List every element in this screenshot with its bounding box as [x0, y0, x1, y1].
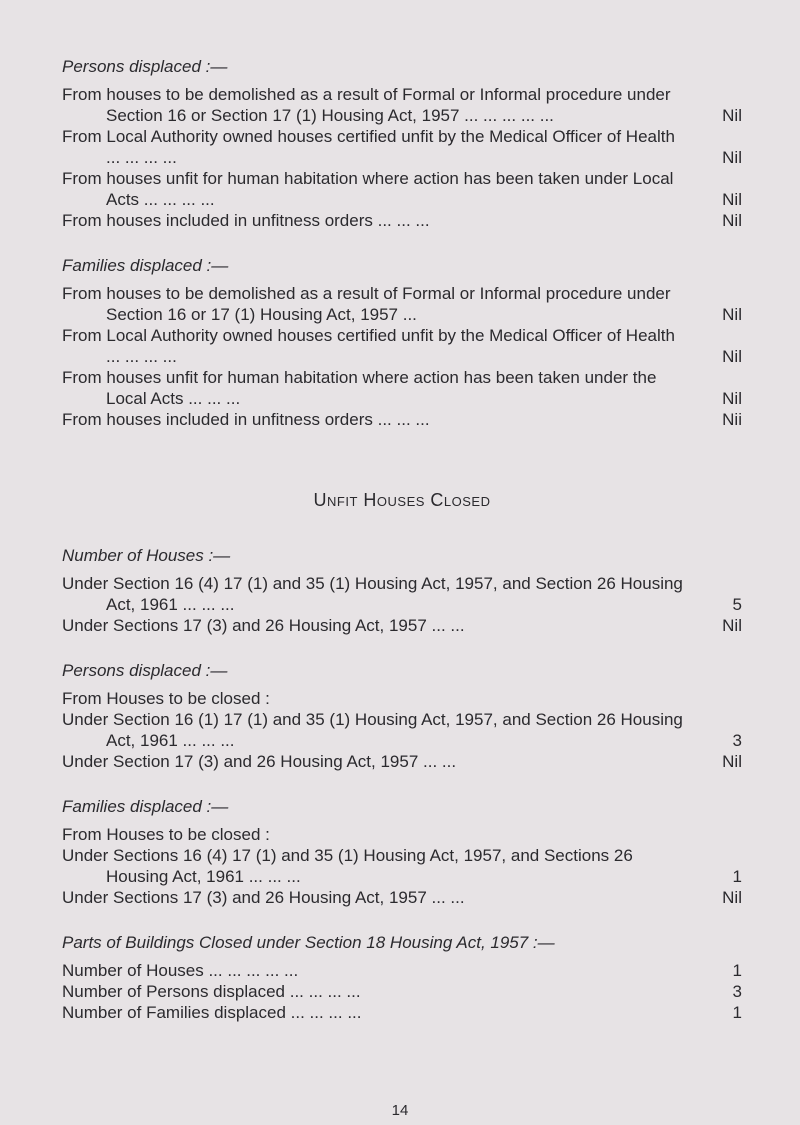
- persons-displaced-section: [62, 56, 742, 231]
- row-value: Nil: [722, 190, 742, 209]
- closed-persons-displaced-section: [62, 660, 742, 772]
- row-text: From Local Authority owned houses certified unfit by the Medical Officer of Health ... ... ... ...: [62, 326, 675, 366]
- table-row: [62, 367, 742, 409]
- row-value: 1: [732, 1003, 742, 1022]
- page-title: Unfit Houses Closed: [313, 490, 491, 510]
- section-heading: Persons displaced :—: [62, 661, 228, 680]
- table-row: [62, 709, 742, 751]
- row-value: Nil: [722, 752, 742, 771]
- table-row: [62, 1002, 742, 1023]
- row-text: Number of Persons displaced ... ... ... ...: [62, 982, 361, 1001]
- number-of-houses-section: [62, 545, 742, 636]
- table-row: [62, 210, 742, 231]
- row-value: Nil: [722, 305, 742, 324]
- table-row: [62, 615, 742, 636]
- row-text: Number of Houses ... ... ... ... ...: [62, 961, 299, 980]
- table-row: [62, 168, 742, 210]
- row-value: Nil: [722, 347, 742, 366]
- row-text: Under Section 16 (4) 17 (1) and 35 (1) Housing Act, 1957, and Section 26 Housing Act, 1961 ... ... ...: [62, 574, 683, 614]
- intro-line: From Houses to be closed :: [62, 825, 270, 844]
- parts-of-buildings-section: [62, 932, 742, 1023]
- section-heading: Families displaced :—: [62, 256, 229, 275]
- table-row: [62, 84, 742, 126]
- row-value: 1: [732, 867, 742, 886]
- section-heading: Number of Houses :—: [62, 546, 231, 565]
- row-value: Nil: [722, 888, 742, 907]
- row-text: Under Sections 17 (3) and 26 Housing Act, 1957 ... ...: [62, 616, 465, 635]
- section-heading: Families displaced :—: [62, 797, 229, 816]
- row-text: From houses included in unfitness orders ... ... ...: [62, 410, 430, 429]
- section-heading: Parts of Buildings Closed under Section 18 Housing Act, 1957 :—: [62, 933, 555, 952]
- section-heading: Persons displaced :—: [62, 57, 228, 76]
- table-row: [62, 960, 742, 981]
- row-value: 3: [732, 731, 742, 750]
- table-row: [62, 573, 742, 615]
- closed-families-displaced-section: [62, 796, 742, 908]
- families-displaced-section: [62, 255, 742, 430]
- row-text: From houses to be demolished as a result of Formal or Informal procedure under Section 16 or Section 17 (1) Housing Act, 1957 ... ... ... ... ...: [62, 85, 671, 125]
- table-row: [62, 283, 742, 325]
- table-row: [62, 325, 742, 367]
- row-value: 1: [732, 961, 742, 980]
- row-value: Nil: [722, 106, 742, 125]
- row-value: Nii: [722, 410, 742, 429]
- table-row: [62, 887, 742, 908]
- row-value: Nil: [722, 211, 742, 230]
- page-number: 14: [391, 1102, 409, 1119]
- row-text: From houses unfit for human habitation where action has been taken under the Local Acts ... ... ...: [62, 368, 657, 408]
- table-row: [62, 751, 742, 772]
- row-value: Nil: [722, 616, 742, 635]
- table-row: [62, 409, 742, 430]
- row-value: Nil: [722, 389, 742, 408]
- intro-line: From Houses to be closed :: [62, 689, 270, 708]
- row-value: 3: [732, 982, 742, 1001]
- row-text: From Local Authority owned houses certified unfit by the Medical Officer of Health ... ... ... ...: [62, 127, 675, 167]
- table-row: [62, 981, 742, 1002]
- row-text: Under Section 17 (3) and 26 Housing Act, 1957 ... ...: [62, 752, 457, 771]
- row-text: Number of Families displaced ... ... ... ...: [62, 1003, 362, 1022]
- row-text: Under Sections 16 (4) 17 (1) and 35 (1) Housing Act, 1957, and Sections 26 Housing Act, 1961 ... ... ...: [62, 846, 633, 886]
- row-text: From houses included in unfitness orders ... ... ...: [62, 211, 430, 230]
- row-text: Under Sections 17 (3) and 26 Housing Act, 1957 ... ...: [62, 888, 465, 907]
- row-text: From houses to be demolished as a result of Formal or Informal procedure under Section 16 or 17 (1) Housing Act, 1957 ...: [62, 284, 671, 324]
- table-row: [62, 126, 742, 168]
- row-text: From houses unfit for human habitation where action has been taken under Local Acts ... ... ... ...: [62, 169, 674, 209]
- row-text: Under Section 16 (1) 17 (1) and 35 (1) Housing Act, 1957, and Section 26 Housing Act, 1961 ... ... ...: [62, 710, 683, 750]
- row-value: Nil: [722, 148, 742, 167]
- row-value: 5: [732, 595, 742, 614]
- document-page: [62, 56, 742, 1047]
- table-row: [62, 845, 742, 887]
